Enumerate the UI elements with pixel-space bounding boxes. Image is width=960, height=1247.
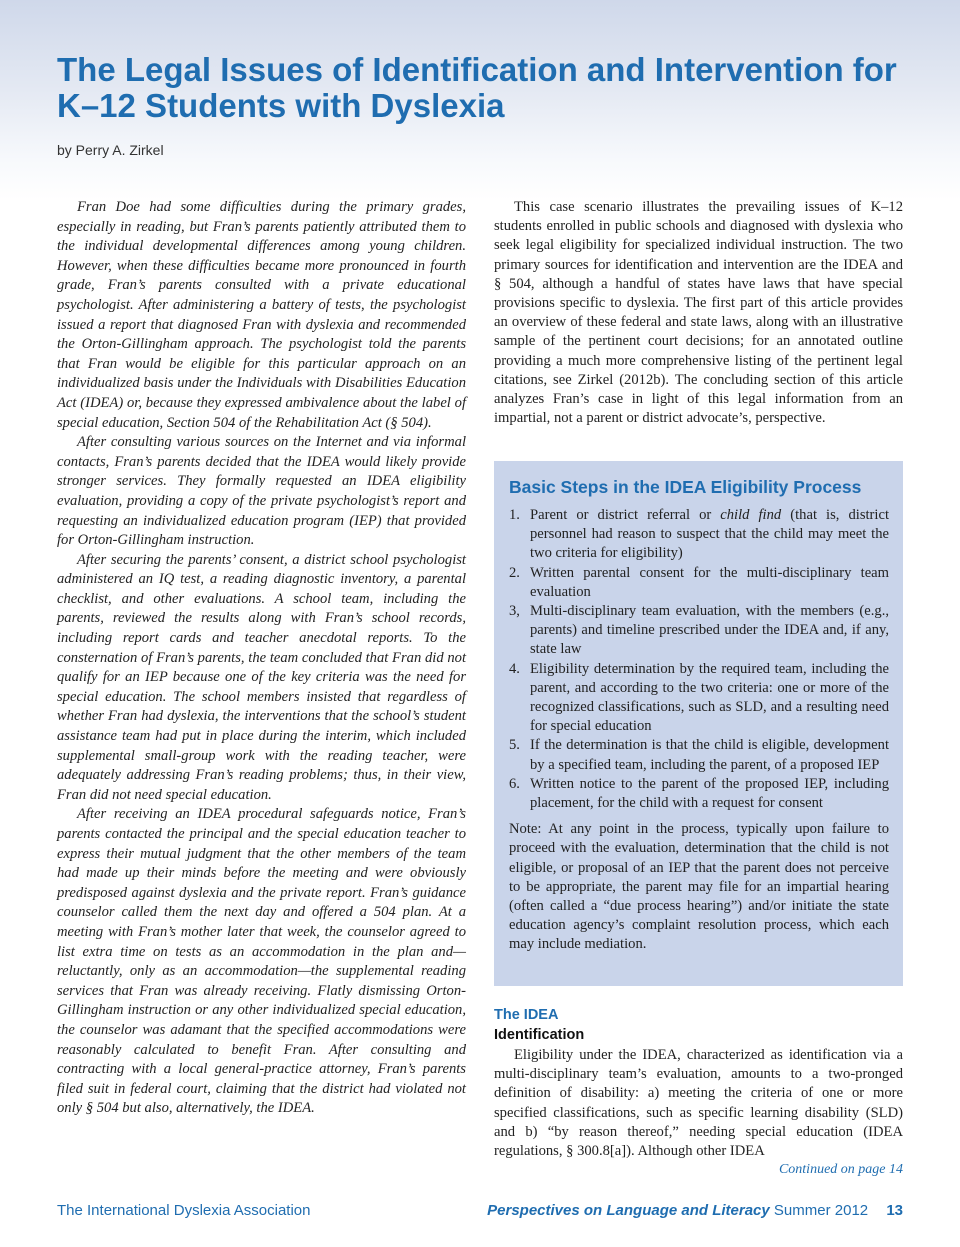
- scenario-paragraph-2: After consulting various sources on the Internet and via informal contacts, Fran’s parents decided that the IDEA would likely provide stronger services. They formally requested an IDEA eligibility evaluation, providing a copy of the private psychologist’s report and requesting an individualized education program (IEP) that provided for Orton-Gillingham instruction.: [57, 434, 466, 549]
- step-emphasis: child find: [720, 507, 782, 523]
- step-item: [509, 736, 889, 774]
- step-text: Written parental consent for the multi-disciplinary team evaluation: [530, 564, 889, 600]
- subheading-identification: Identification: [494, 1027, 585, 1043]
- eligibility-sidebar: [494, 461, 903, 986]
- footer-right: [487, 1202, 903, 1219]
- article-title: The Legal Issues of Identification and Intervention for K–12 Students with Dyslexia: [57, 51, 897, 124]
- footer-issue: Summer 2012: [773, 1202, 869, 1219]
- step-text: Multi-disciplinary team evaluation, with the members (e.g., parents) and timeline prescribed under the IDEA and, if any, state law: [530, 603, 889, 658]
- byline: by Perry A. Zirkel: [57, 142, 164, 158]
- step-number: 4.: [509, 660, 520, 677]
- step-text-after: (that is, district personnel had reason to suspect that the child may meet the two criteria for eligibility): [530, 507, 890, 562]
- intro-paragraph: This case scenario illustrates the prevailing issues of K–12 students enrolled in public schools and diagnosed with dyslexia who seek legal eligibility for specialized individual instruction. The two primary sources for identification and intervention are the IDEA and § 504, although a handful of states have laws that have special provisions specific to dyslexia. The first part of this article provides an overview of these federal and state laws, along with an illustrative sample of the pertinent court decisions; for an annotated outline providing a much more comprehensive listing of the pertinent legal citations, see Zirkel (2012b). The concluding section of this article analyzes Fran’s case in light of this legal information from an impartial, not a parent or district advocate’s, perspective.: [494, 199, 903, 427]
- step-number: 1.: [509, 507, 520, 523]
- scenario-paragraph-4: After receiving an IDEA procedural safeguards notice, Fran’s parents contacted the principal and the special education teacher to express their mutual judgment that the other members of the team had made up their minds before the meeting and were obviously predisposed against dyslexia and the private report. Fran’s guidance counselor called them the next day and offered a 504 plan. At a meeting with Fran’s mother later that week, the counselor agreed to list extra time on tests as an accommodation in the plan and—reluctantly, only as an accommodation—the supplemental reading services that Fran was already receiving. Flatly dismissing Orton-Gillingham instruction or any other individualized special education, the counselor was adamant that the specified accommodations were reasonably calculated to benefit Fran. After consulting and contracting with a local general-practice attorney, Fran’s parents filed suit in federal court, claiming that the district had violated not only § 504 but also, alternatively, the IDEA.: [57, 806, 466, 1117]
- footer-journal: Perspectives on Language and Literacy: [487, 1202, 770, 1219]
- idea-body-paragraph: Eligibility under the IDEA, characterized as identification via a multi-disciplinary team’s evaluation, amounts to a two-pronged definition of disability: a) meeting the criteria of one or more specified classifications, such as specific learning disability (SLD) and b) “by reason thereof,” needing special education (IDEA regulations, § 300.8[a]). Although other IDEA: [494, 1047, 903, 1160]
- steps-list: [509, 506, 889, 813]
- step-item: [509, 602, 889, 660]
- scenario-paragraph-3: After securing the parents’ consent, a district school psychologist administered an IQ test, a reading diagnostic inventory, a parental checklist, and other evaluations. A school team, including the parents, reviewed the results along with Fran’s school records, including report cards and teacher anecdotal reports. To the consternation of Fran’s parents, the team concluded that Fran did not qualify for an IEP because one of the key criteria was the need for special education. The school members insisted that regardless of whether Fran had dyslexia, the interventions that the school’s student assistance team had put in place during the interim, which included supplemental small-group work with the reading teacher, were adequately addressing Fran’s reading problems; thus, in their view, Fran did not need special education.: [57, 551, 466, 803]
- step-item: [509, 564, 889, 602]
- sidebar-note: Note: At any point in the process, typically upon failure to proceed with the evaluation, determination that the child is not eligible, or proposal of an IEP that the parent does not perceive to be appropriate, the parent may file for an impartial hearing (often called a “due process hearing”) and/or initiate the state education agency’s complaint resolution process, which each may include mediation.: [509, 821, 889, 953]
- step-text: Parent or district referral or: [530, 507, 721, 523]
- step-number: 2.: [509, 564, 520, 581]
- section-heading-idea: The IDEA: [494, 1007, 559, 1023]
- step-text: Eligibility determination by the required team, including the parent, and according to the two criteria: one or more of the recognized classifications, such as SLD, and a resulting need for special education: [530, 660, 889, 735]
- continued-link[interactable]: Continued on page 14: [778, 1162, 903, 1177]
- footer-organization: The International Dyslexia Association: [57, 1202, 311, 1219]
- step-item: [509, 660, 889, 737]
- step-text: If the determination is that the child is eligible, development by a specified team, including the parent, of a proposed IEP: [530, 737, 889, 773]
- left-column: [57, 198, 466, 1119]
- scenario-paragraph-1: Fran Doe had some difficulties during the primary grades, especially in reading, but Fran’s parents patiently attributed them to the individual developmental differences among young children. However, when these difficulties became more pronounced in fourth grade, Fran’s parents consulted with a private educational psychologist. After administering a battery of tests, the psychologist issued a report that diagnosed Fran with dyslexia and recommended the Orton-Gillingham approach. The psychologist told the parents that Fran would be eligible for this particular approach on an individualized basis under the Individuals with Disabilities Education Act (IDEA) or, because they expressed ambivalence about the label of special education, Section 504 of the Rehabilitation Act (§ 504).: [57, 199, 466, 431]
- step-text: Written notice to the parent of the proposed IEP, including placement, for the child with a request for consent: [530, 775, 889, 812]
- step-item: [509, 506, 889, 564]
- step-number: 6.: [509, 775, 520, 792]
- page-number: 13: [886, 1202, 903, 1219]
- step-number: 3,: [509, 603, 520, 620]
- right-column: [494, 198, 903, 428]
- step-item: [509, 775, 889, 813]
- step-number: 5.: [509, 737, 520, 754]
- sidebar-title: Basic Steps in the IDEA Eligibility Process: [509, 477, 862, 497]
